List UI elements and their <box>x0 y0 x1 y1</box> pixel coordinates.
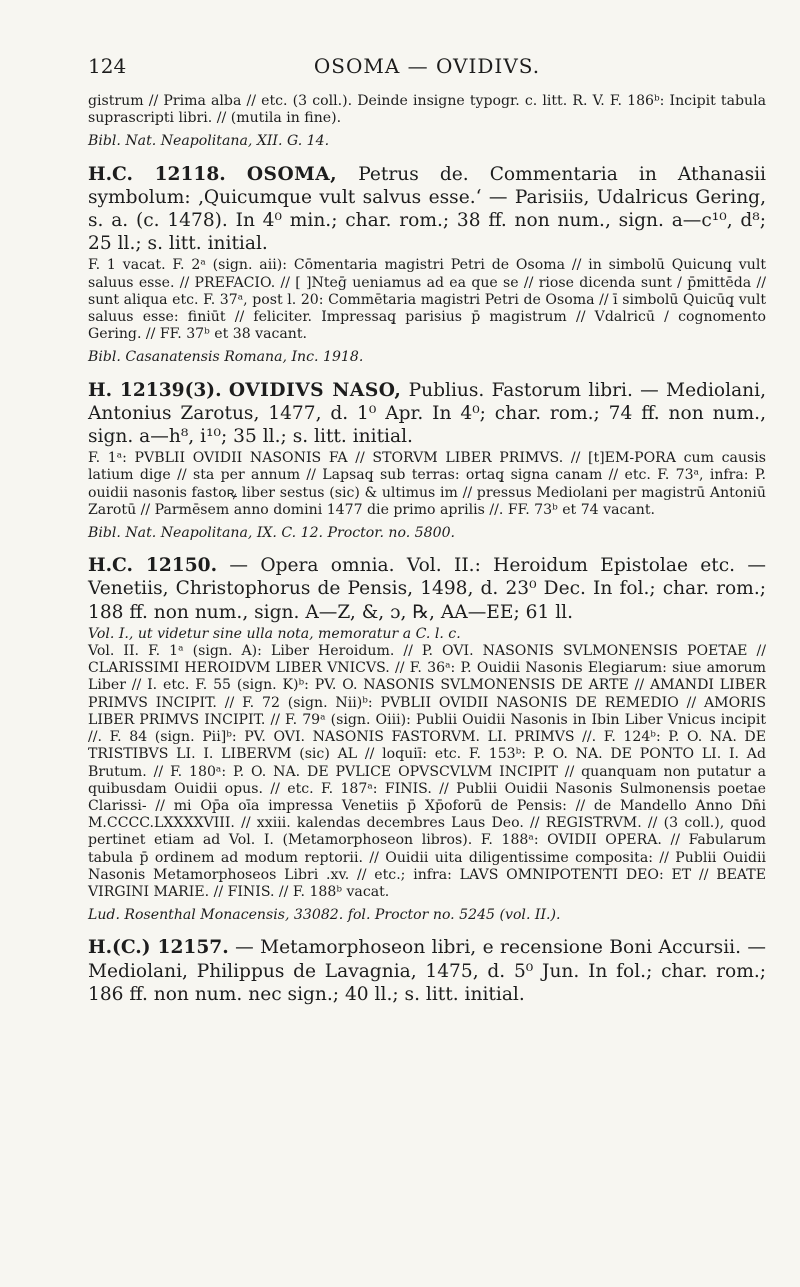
catalog-entry-heading <box>88 379 766 449</box>
entry-collation: F. 1ᵃ: PVBLII OVIDII NASONIS FA // STORVM LIBER PRIMVS. // [t]EM-PORA cum causis latium dige // sta per annum // Lapsaq̧ sub terras: ortaq̧ signa canam // etc. F. 73ᵃ, infra: P. ouidii nasonis fastoꝶ liber sestus (sic) & ultimus im // pressus Mediolani per magistrū Antoniū Zarotū // Parmēsem anno domini 1477 die primo aprilis //. FF. 73ᵇ et 74 vacant. <box>88 450 766 518</box>
entry-title: OSOMA, <box>246 163 338 185</box>
catalog-entry-heading <box>88 936 766 1006</box>
running-title: OSOMA — OVIDIVS. <box>313 54 541 78</box>
page-number: 124 <box>88 54 127 78</box>
page-body <box>88 93 766 1006</box>
entry-collation: Vol. II. F. 1ᵃ (sign. A): Liber Heroidum. // P. OVI. NASONIS SVLMONENSIS POETAE // CLARISSIMI HEROIDVM LIBER VNICVS. // F. 36ᵃ: P. Ouidii Nasonis Elegiarum: siue amorum Liber // I. etc. F. 55 (sign. K)ᵇ: PV. O. NASONIS SVLMONENSIS DE ARTE // AMANDI LIBER PRIMVS INCIPIT. // F. 72 (sign. Nii)ᵇ: PVBLII OVIDII NASONIS DE REMEDIO // AMORIS LIBER PRIMVS INCIPIT. // F. 79ᵃ (sign. Oiii): Publii Ouidii Nasonis in Ibin Liber Vnicus incipit //. F. 84 (sign. Pii]ᵇ: PV. OVI. NASONIS FASTORVM. LI. PRIMVS //. F. 124ᵇ: P. O. NA. DE TRISTIBVS LI. I. LIBERVM (sic) AL // loquiī: etc. F. 153ᵇ: P. O. NA. DE PONTO LI. I. Ad Brutum. // F. 180ᵃ: P. O. NA. DE PVLICE OPVSCVLVM INCIPIT // quanquam non putatur a quibusdam Ouidii opus. // etc. F. 187ᵃ: FINIS. // Publii Ouidii Nasonis Sulmonensis poetae Clarissi- // mi Op̄a oīa impressa Venetiis p̄ Xp̄oforū de Pensis: // de Mandello Anno Dn̄i M.CCCC.LXXXXVIII. // xxiii. kalendas decembres Laus Deo. // REGISTRVM. // (3 coll.), quod pertinet etiam ad Vol. I. (Metamorphoseon libros). F. 188ᵃ: OVIDII OPERA. // Fabularum tabula p̄ ordinem ad modum reptorii. // Ouidii uita diligentissime composita: // Publii Ouidii Nasonis Metamorphoseos Libri .xv. // etc.; infra: LAVS OMNIPOTENTI DEO: ET // BEATE VIRGINI MARIE. // FINIS. // F. 188ᵇ vacat. <box>88 643 766 900</box>
continued-entry-text: gistrum // Prima alba // etc. (3 coll.). Deinde insigne typogr. c. litt. R. V. F. 186ᵇ: Incipit tabula suprascripti libri. // (mutila in fine). <box>88 93 766 127</box>
entry-description: — Metamorphoseon libri, e recensione Boni Accursii. — Mediolani, Philippus de Lavagnia, 1475, d. 5⁰ Jun. In fol.; char. rom.; 186 ff. non num. nec sign.; 40 ll.; s. litt. initial. <box>88 937 766 1005</box>
entry-description: Petrus de. Commentaria in Athanasii symbolum: ‚Quicumque vult salvus esse.‘ — Parisiis, Udalricus Gering, s. a. (c. 1478). In 4⁰ min.; char. rom.; 38 ff. non num., sign. a—c¹⁰, d⁸; 25 ll.; s. litt. initial. <box>88 163 766 255</box>
library-reference: Lud. Rosenthal Monacensis, 33082. fol. Proctor no. 5245 (vol. II.). <box>88 907 561 924</box>
volume-note: Vol. I., ut videtur sine ulla nota, memoratur a C. l. c. <box>88 625 461 642</box>
library-reference: Bibl. Nat. Neapolitana, IX. C. 12. Proctor. no. 5800. <box>88 525 456 542</box>
entry-description: Publius. Fastorum libri. — Mediolani, Antonius Zarotus, 1477, d. 1⁰ Apr. In 4⁰; char. rom.; 74 ff. non num., sign. a—h⁸, i¹⁰; 35 ll.; s. litt. initial. <box>88 379 766 448</box>
entry-number: H.(C.) 12157. <box>88 937 229 959</box>
entry-title: OVIDIVS NASO, <box>228 379 402 401</box>
catalog-entry-heading <box>88 163 766 256</box>
entry-collation: F. 1 vacat. F. 2ᵃ (sign. aii): Cōmentaria magistri Petri de Osoma // in simbolū Quicunq̧ vult saluus esse. // PREFACIO. // [ ]Nteḡ ueniamus ad ea que se // riose dicenda sunt / p̄mittēda // sunt aliqua etc. F. 37ᵃ, post l. 20: Commētaria magistri Petri de Osoma // ī simbolū Quicūq̧ vult saluus esse: finiūt // feliciter. Impressaq̧ parisius p̄ magistrum // Vdalricū / cognomento Gering. // FF. 37ᵇ et 38 vacant. <box>88 257 766 343</box>
entry-number: H.C. 12150. <box>88 555 218 577</box>
catalog-entry-heading <box>88 554 766 624</box>
entry-number: H. 12139(3). <box>88 379 222 401</box>
running-header <box>88 54 766 80</box>
entry-description: — Opera omnia. Vol. II.: Heroidum Epistolae etc. — Venetiis, Christophorus de Pensis, 1498, d. 23⁰ Dec. In fol.; char. rom.; 188 ff. non num., sign. A—Z, &, ɔ, ℞, AA—EE; 61 ll. <box>88 555 767 623</box>
library-reference: Bibl. Casanatensis Romana, Inc. 1918. <box>88 349 364 366</box>
library-reference: Bibl. Nat. Neapolitana, XII. G. 14. <box>88 133 330 150</box>
entry-number: H.C. 12118. <box>88 163 226 185</box>
